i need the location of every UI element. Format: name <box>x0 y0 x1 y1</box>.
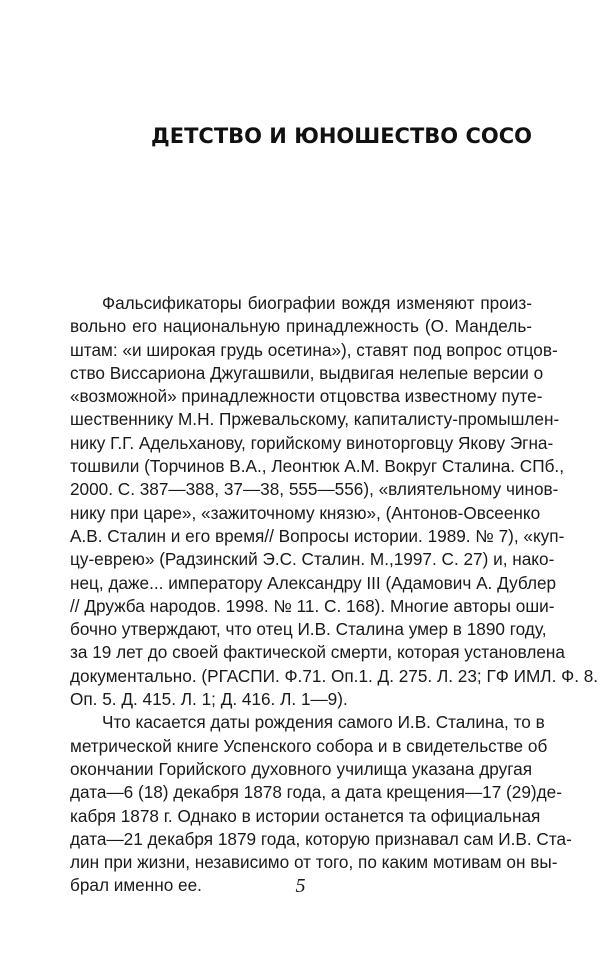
text-line: Оп. 5. Д. 415. Л. 1; Д. 416. Л. 1—9). <box>70 689 348 710</box>
text-line: окончании Горийского духовного училища указана другая <box>70 758 532 779</box>
paragraph-1 <box>70 292 599 711</box>
text-line: А.В. Сталин и его время// Вопросы истории. 1989. № 7), «куп- <box>70 525 565 546</box>
text-line: «возможной» принадлежности отцовства известному путе- <box>70 386 543 407</box>
text-line: Что касается даты рождения самого И.В. Сталина, то в <box>102 712 545 733</box>
text-line: дата—6 (18) декабря 1878 года, а дата крещения—17 (29)де- <box>70 782 562 803</box>
text-line: метрической книге Успенского собора и в свидетельстве об <box>70 735 548 756</box>
text-line: тошвили (Торчинов В.А., Леонтюк А.М. Вокруг Сталина. СПб., <box>70 456 564 477</box>
text-line: цу-еврею» (Радзинский Э.С. Сталин. М.,1997. С. 27) и, нако- <box>70 549 555 570</box>
paragraph-2 <box>70 711 572 897</box>
text-line: шественнику М.Н. Пржевальскому, капиталисту-промышлен- <box>70 409 560 430</box>
text-line: нец, даже... императору Александру III (Адамович А. Дублер <box>70 572 557 593</box>
text-line: 2000. С. 387—388, 37—38, 555—556), «влиятельному чинов- <box>70 479 559 500</box>
text-line: нику Г.Г. Адельханову, горийскому виноторговцу Якову Эгна- <box>70 432 554 453</box>
body-text <box>70 292 599 898</box>
text-line: кабря 1878 г. Однако в истории останется та официальная <box>70 805 541 826</box>
text-line: брал именно ее. <box>70 875 202 896</box>
text-line: за 19 лет до своей фактической смерти, которая установлена <box>70 642 565 663</box>
text-line: Фальсификаторы биографии вождя изменяют произ- <box>102 293 532 313</box>
text-line: дата—21 декабря 1879 года, которую признавал сам И.В. Ста- <box>70 828 572 849</box>
text-line: ство Виссариона Джугашвили, выдвигая нелепые версии о <box>70 362 544 383</box>
text-line: // Дружба народов. 1998. № 11. С. 168). Многие авторы оши- <box>70 595 555 616</box>
text-line: нику при царе», «зажиточному князю», (Антонов-Овсеенко <box>70 502 541 523</box>
text-line: вольно его национальную принадлежность (О. Мандель- <box>70 316 532 337</box>
page-number: 5 <box>295 875 306 897</box>
text-line: лин при жизни, независимо от того, по каким мотивам он вы- <box>70 852 558 873</box>
text-line: документально. (РГАСПИ. Ф.71. Оп.1. Д. 275. Л. 23; ГФ ИМЛ. Ф. 8. <box>70 665 599 686</box>
text-line: штам: «и широкая грудь осетина»), ставят под вопрос отцов- <box>70 339 558 360</box>
text-line: бочно утверждают, что отец И.В. Сталина умер в 1890 году, <box>70 619 547 640</box>
chapter-title: ДЕТСТВО И ЮНОШЕСТВО СОСО <box>151 124 532 148</box>
